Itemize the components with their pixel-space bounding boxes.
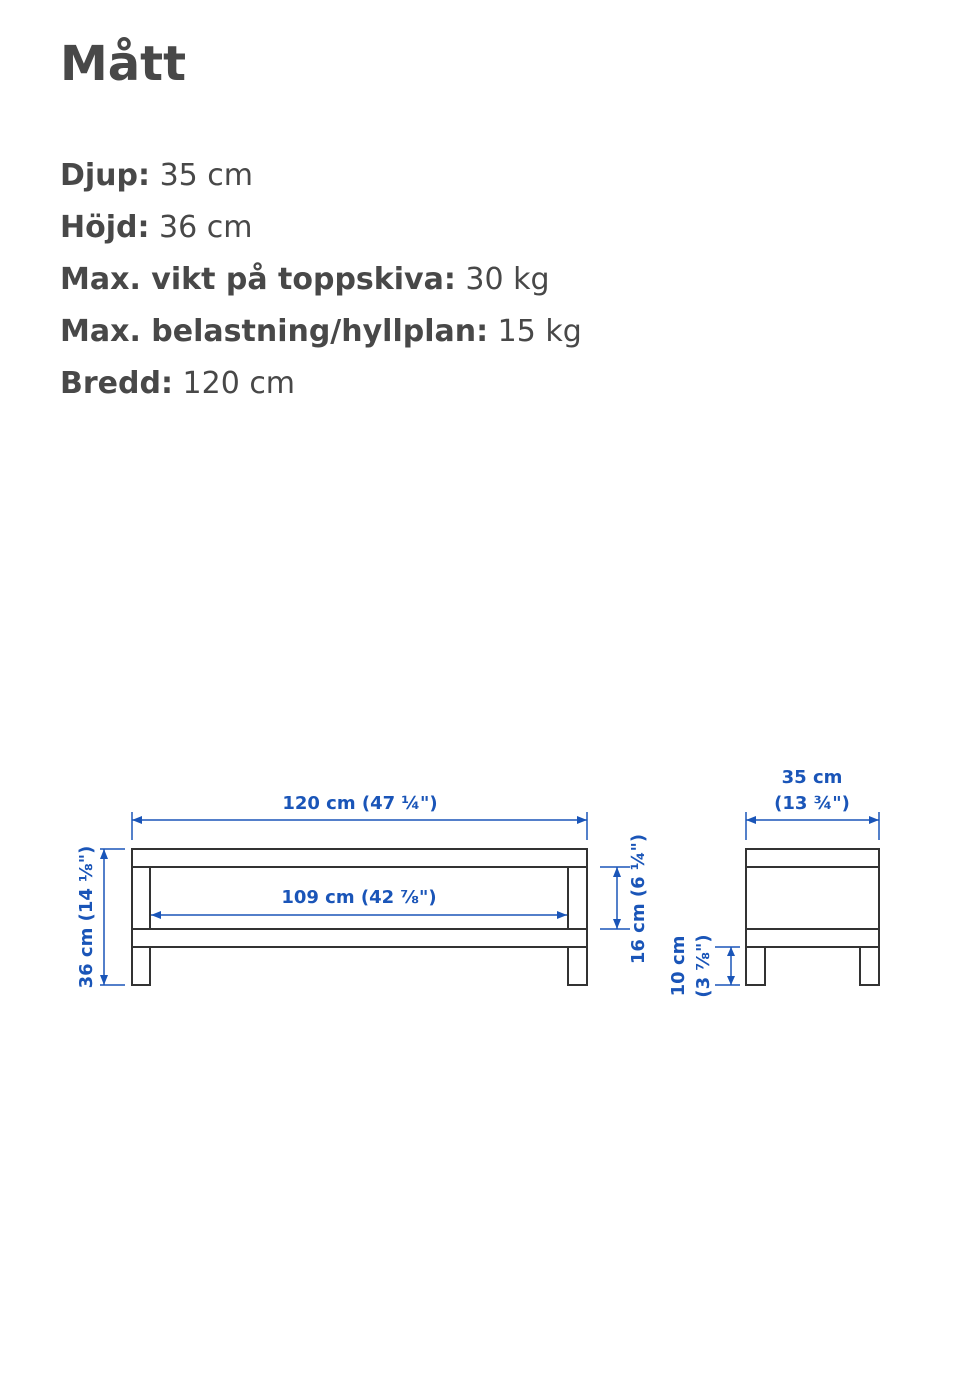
spec-value: 15 kg	[497, 314, 582, 349]
spec-width	[60, 358, 582, 410]
front-right-leg	[568, 947, 587, 985]
leg-height-dimension	[668, 934, 740, 997]
side-view	[668, 767, 879, 998]
dimension-diagram	[0, 740, 960, 1040]
width-label: 120 cm (47 ¼")	[282, 793, 438, 814]
leg-height-label-line2: (3 ⅞")	[693, 934, 714, 998]
width-dimension	[132, 793, 587, 840]
height-label: 36 cm (14 ⅛")	[76, 845, 97, 989]
spec-label: Bredd:	[60, 366, 173, 401]
dimensions-list	[60, 150, 582, 410]
spec-max-top-weight	[60, 254, 582, 306]
spec-depth	[60, 150, 582, 202]
height-dimension	[76, 846, 125, 989]
spec-label: Djup:	[60, 158, 151, 193]
front-lower-shelf	[132, 929, 587, 947]
page-title: Mått	[60, 36, 187, 92]
spec-value: 35 cm	[159, 158, 253, 193]
side-lower-shelf	[746, 929, 879, 947]
front-left-panel	[132, 867, 150, 929]
spec-label: Max. belastning/hyllplan:	[60, 314, 489, 349]
depth-label-line2: (13 ¾")	[774, 793, 850, 814]
inner-width-dimension	[151, 887, 567, 919]
depth-dimension	[746, 767, 879, 840]
spec-value: 120 cm	[182, 366, 296, 401]
side-body	[746, 867, 879, 929]
spec-value: 36 cm	[159, 210, 253, 245]
spec-label: Höjd:	[60, 210, 150, 245]
side-top-board	[746, 849, 879, 867]
inner-width-label: 109 cm (42 ⅞")	[281, 887, 437, 908]
spec-height	[60, 202, 582, 254]
front-top-board	[132, 849, 587, 867]
side-left-leg	[746, 947, 765, 985]
shelf-gap-label: 16 cm (6 ¼")	[628, 833, 649, 965]
front-right-panel	[568, 867, 587, 929]
depth-label-line1: 35 cm	[781, 767, 843, 788]
spec-value: 30 kg	[465, 262, 550, 297]
spec-max-shelf-load	[60, 306, 582, 358]
leg-height-label-line1: 10 cm	[668, 935, 689, 997]
front-left-leg	[132, 947, 150, 985]
spec-label: Max. vikt på toppskiva:	[60, 262, 456, 297]
side-right-leg	[860, 947, 879, 985]
front-view	[76, 793, 649, 988]
shelf-gap-dimension	[600, 834, 649, 964]
